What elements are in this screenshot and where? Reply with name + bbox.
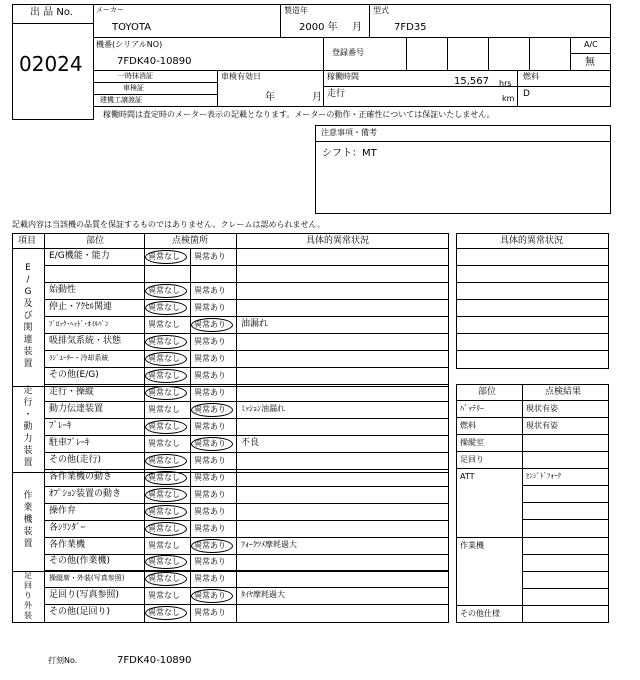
group-label	[14, 385, 42, 469]
row-divider	[44, 520, 449, 521]
row-divider	[44, 604, 449, 605]
row-part-label: 停止・ｱｸｾﾙ関連	[49, 301, 113, 312]
group-label-char: 業	[23, 502, 33, 513]
year-label: 製造年	[284, 6, 308, 15]
row-part-label: 吸排気系統・状態	[49, 335, 122, 346]
hours-unit: hrs	[499, 79, 512, 88]
group-label-char: 関	[23, 323, 33, 333]
group-label-char: 装	[23, 526, 33, 537]
group-label-char: 外	[24, 600, 32, 610]
status-normal: 異常なし	[148, 251, 180, 261]
right-detail-row	[456, 282, 609, 283]
group-label-char: 装	[24, 610, 32, 620]
row-divider	[44, 587, 449, 588]
status-circle	[145, 386, 187, 400]
result-row-divider	[456, 605, 609, 606]
group-label-char: 力	[23, 433, 33, 444]
group-label-char: ・	[23, 409, 33, 420]
result-row-divider	[456, 434, 609, 435]
status-abnormal: 異常あり	[194, 557, 226, 566]
status-circle	[191, 539, 233, 553]
row-divider	[44, 299, 449, 300]
row-part-label: その他(E/G)	[49, 369, 99, 380]
group-label-char: 動	[23, 421, 33, 432]
status-circle	[145, 335, 187, 349]
group-label-char: 回	[24, 580, 32, 590]
hours-note: 稼働時間は査定時のメーター表示の記載となります。メーターの動作・正確性については保証いたしません。	[103, 110, 495, 119]
status-abnormal: 異常あり	[194, 590, 226, 600]
status-abnormal: 異常あり	[194, 302, 226, 312]
mileage-label: 走行	[327, 89, 346, 99]
status-abnormal: 異常あり	[194, 336, 226, 346]
inspection-month: 月	[312, 92, 322, 103]
header-check: 点検箇所	[172, 236, 209, 246]
status-circle	[145, 555, 187, 569]
result-subrow	[522, 519, 609, 520]
group-label-char: 置	[23, 457, 33, 468]
model-label: 型式	[373, 6, 389, 15]
row-divider	[44, 537, 449, 538]
result-part: ATT	[460, 472, 475, 481]
result-subrow	[522, 588, 609, 589]
mileage-unit: km	[502, 94, 515, 103]
results-result-header: 点検結果	[545, 387, 582, 397]
status-normal: 異常なし	[148, 302, 180, 312]
result-part: 作業機	[460, 541, 484, 550]
row-part-label: 動力伝達装置	[49, 403, 104, 414]
group-label-char: 作	[23, 490, 33, 501]
status-abnormal: 異常あり	[194, 506, 226, 516]
notes-box	[315, 125, 611, 214]
row-divider	[44, 418, 449, 419]
notes-text: シフト：MT	[322, 148, 377, 159]
result-part: 燃料	[460, 421, 476, 430]
reg-label: 登録番号	[332, 48, 364, 57]
ac-value: 無	[585, 57, 595, 68]
row-part-label: 走行・操縦	[49, 386, 95, 397]
right-detail-row	[456, 316, 609, 317]
group-label-char: 行	[23, 397, 33, 408]
disclaimer: 記載内容は当該機の品質を保証するものではありません。クレームは認められません。	[12, 220, 325, 229]
right-detail-row	[456, 333, 609, 334]
exhibit-no: 02024	[19, 52, 83, 76]
group-label-char: /	[26, 275, 30, 285]
row-divider	[44, 435, 449, 436]
result-value: 現状有姿	[526, 421, 558, 430]
year-value: 2000 年	[299, 22, 338, 33]
row-detail: 不良	[241, 437, 260, 448]
right-detail-row	[456, 299, 609, 300]
row-divider	[44, 570, 449, 571]
row-part-label: 足回り(写真参照)	[49, 589, 120, 600]
status-circle	[191, 437, 233, 451]
row-divider	[44, 316, 449, 317]
fuel-label: 燃料	[523, 72, 539, 81]
right-detail-row	[456, 350, 609, 351]
row-part-label: ﾌﾞﾚｰｷ	[49, 420, 72, 431]
result-subrow	[522, 571, 609, 572]
status-circle	[145, 454, 187, 468]
group-label	[14, 490, 42, 550]
status-abnormal: 異常あり	[194, 251, 226, 261]
status-abnormal: 異常あり	[194, 285, 226, 295]
vehicle-cert-label: 車検証	[123, 84, 144, 92]
status-abnormal: 異常あり	[194, 319, 226, 329]
status-circle	[145, 471, 187, 485]
result-part: 操縦室	[460, 438, 484, 447]
status-normal: 異常なし	[148, 489, 180, 499]
status-abnormal: 異常あり	[194, 455, 226, 465]
inspection-year: 年	[265, 92, 275, 103]
row-part-label: 操縦席・外装(写真参照)	[49, 573, 125, 582]
serial-label: 機番(シリアルNO)	[96, 40, 163, 49]
group-label	[14, 571, 42, 621]
row-part-label: その他(作業機)	[49, 556, 111, 566]
status-circle	[191, 318, 233, 332]
status-abnormal: 異常あり	[194, 540, 226, 550]
row-part-label: E/G機能・能力	[49, 250, 110, 261]
row-divider	[44, 384, 449, 385]
status-normal: 異常なし	[148, 421, 180, 431]
status-normal: 異常なし	[148, 472, 180, 482]
hours-value: 15,567	[454, 76, 489, 87]
status-circle	[145, 352, 187, 366]
status-abnormal: 異常あり	[194, 607, 226, 617]
header-detail: 具体的異常状況	[306, 236, 370, 246]
exhibit-no-label: 出 品 No.	[30, 7, 73, 18]
right-detail-header: 具体的異常状況	[500, 236, 564, 246]
transfer-cert-label: 建機工譲渡証	[100, 96, 142, 104]
row-part-label: 駐車ﾌﾞﾚｰｷ	[49, 437, 90, 448]
fuel-value: D	[523, 89, 530, 99]
status-normal: 異常なし	[148, 336, 180, 346]
status-normal: 異常なし	[148, 607, 180, 617]
row-divider	[44, 401, 449, 402]
group-label-char: 装	[23, 347, 33, 357]
group-label-char: り	[24, 590, 32, 600]
row-divider	[44, 350, 449, 351]
month-value: 月	[352, 22, 362, 33]
status-abnormal: 異常あり	[194, 523, 226, 533]
status-abnormal: 異常あり	[194, 472, 226, 482]
result-value: ﾋﾝｼﾞﾄﾞﾌｫｰｸ	[526, 472, 561, 480]
row-part-label: 始動性	[49, 284, 77, 295]
inspection-label: 車検有効日	[221, 72, 261, 81]
row-divider	[44, 469, 449, 470]
stamp-label: 打刻No.	[48, 656, 78, 665]
result-row-divider	[456, 468, 609, 469]
row-part-label: その他(足回り)	[49, 606, 111, 617]
row-divider	[44, 554, 449, 555]
maker-value: TOYOTA	[112, 22, 152, 33]
status-abnormal: 異常あり	[194, 387, 226, 397]
row-divider	[44, 282, 449, 283]
result-part: ﾊﾞｯﾃﾘｰ	[460, 404, 484, 413]
status-circle	[145, 420, 187, 434]
status-circle	[145, 369, 187, 383]
row-detail: ﾌｫｰｸﾂﾒ摩耗過大	[241, 539, 297, 549]
row-part-label: 各作業機の動き	[49, 471, 113, 482]
right-detail-row	[456, 248, 609, 249]
status-normal: 異常なし	[148, 540, 180, 550]
result-subrow	[522, 485, 609, 486]
status-circle	[145, 505, 187, 519]
row-divider	[44, 486, 449, 487]
group-label-char: 置	[23, 359, 33, 369]
status-circle	[145, 522, 187, 536]
status-circle	[191, 403, 233, 417]
status-circle	[145, 250, 187, 264]
status-circle	[191, 589, 233, 603]
result-row-divider	[456, 451, 609, 452]
status-circle	[145, 488, 187, 502]
status-normal: 異常なし	[148, 590, 180, 600]
status-normal: 異常なし	[148, 455, 180, 465]
result-part: その他仕様	[460, 609, 500, 618]
group-label-char: 置	[23, 538, 33, 549]
status-normal: 異常なし	[148, 370, 180, 380]
row-detail: ﾐｯｼｮﾝ油漏れ	[241, 403, 285, 413]
row-divider	[44, 265, 449, 266]
row-divider	[44, 503, 449, 504]
group-label-char: 連	[23, 335, 33, 345]
status-normal: 異常なし	[148, 404, 180, 414]
status-circle	[145, 572, 187, 586]
group-label-char: G	[24, 287, 32, 297]
hours-label: 稼働時間	[327, 72, 359, 81]
header-item: 項目	[18, 236, 37, 246]
ac-label: A/C	[584, 40, 598, 49]
row-part-label: ﾌﾞﾛｯｸ･ﾍｯﾄﾞ･ｵｲﾙﾊﾟﾝ	[49, 319, 109, 328]
status-normal: 異常なし	[148, 438, 180, 448]
status-circle	[145, 301, 187, 315]
model-value: 7FD35	[394, 22, 427, 33]
group-label-char: E	[25, 263, 31, 273]
group-label-char: 装	[23, 445, 33, 456]
row-divider	[44, 452, 449, 453]
status-normal: 異常なし	[148, 353, 180, 363]
row-detail: ﾀｲﾔ摩耗過大	[241, 589, 285, 599]
result-row-divider	[456, 537, 609, 538]
status-abnormal: 異常あり	[194, 370, 226, 380]
notes-label: 注意事項・備考	[321, 128, 377, 137]
status-circle	[145, 606, 187, 620]
group-label	[14, 262, 42, 370]
status-normal: 異常なし	[148, 523, 180, 533]
row-part-label: ﾗｼﾞｴｰﾀｰ・冷却系統	[49, 353, 109, 362]
row-divider	[44, 333, 449, 334]
status-normal: 異常なし	[148, 573, 180, 583]
status-normal: 異常なし	[148, 387, 180, 397]
status-normal: 異常なし	[148, 319, 180, 329]
group-label-char: 走	[23, 385, 33, 396]
status-abnormal: 異常あり	[194, 573, 226, 583]
group-label-char: 足	[24, 570, 32, 580]
row-part-label: 各ｼﾘﾝﾀﾞｰ	[49, 522, 86, 533]
group-label-char: び	[23, 311, 33, 321]
right-detail-row	[456, 265, 609, 266]
results-part-header: 部位	[478, 387, 497, 397]
stamp-value: 7FDK40-10890	[117, 655, 192, 666]
status-abnormal: 異常あり	[194, 421, 226, 431]
row-part-label: その他(走行)	[49, 454, 102, 465]
status-abnormal: 異常あり	[194, 404, 226, 414]
row-part-label: 各作業機	[49, 539, 86, 550]
result-subrow	[522, 502, 609, 503]
group-label-char: 及	[23, 299, 33, 309]
row-part-label: ｵﾌﾟｼｮﾝ装置の動き	[49, 488, 122, 499]
status-abnormal: 異常あり	[194, 438, 226, 448]
status-abnormal: 異常あり	[194, 489, 226, 499]
row-part-label: 操作弁	[49, 505, 77, 516]
maker-label: メーカー	[96, 6, 124, 14]
temp-cert-label: 一時抹消証	[118, 72, 153, 80]
status-normal: 異常なし	[148, 285, 180, 295]
status-abnormal: 異常あり	[194, 353, 226, 363]
right-detail-box	[456, 233, 609, 369]
header-part: 部位	[86, 236, 105, 246]
result-part: 足回り	[460, 455, 484, 464]
status-normal: 異常なし	[148, 506, 180, 516]
row-detail: 油漏れ	[241, 318, 269, 329]
result-value: 現状有姿	[526, 404, 558, 413]
serial-value: 7FDK40-10890	[117, 56, 192, 67]
result-row-divider	[456, 417, 609, 418]
result-subrow	[522, 554, 609, 555]
status-normal: 異常なし	[148, 557, 180, 566]
group-label-char: 機	[23, 514, 33, 525]
status-circle	[145, 284, 187, 298]
row-divider	[44, 367, 449, 368]
